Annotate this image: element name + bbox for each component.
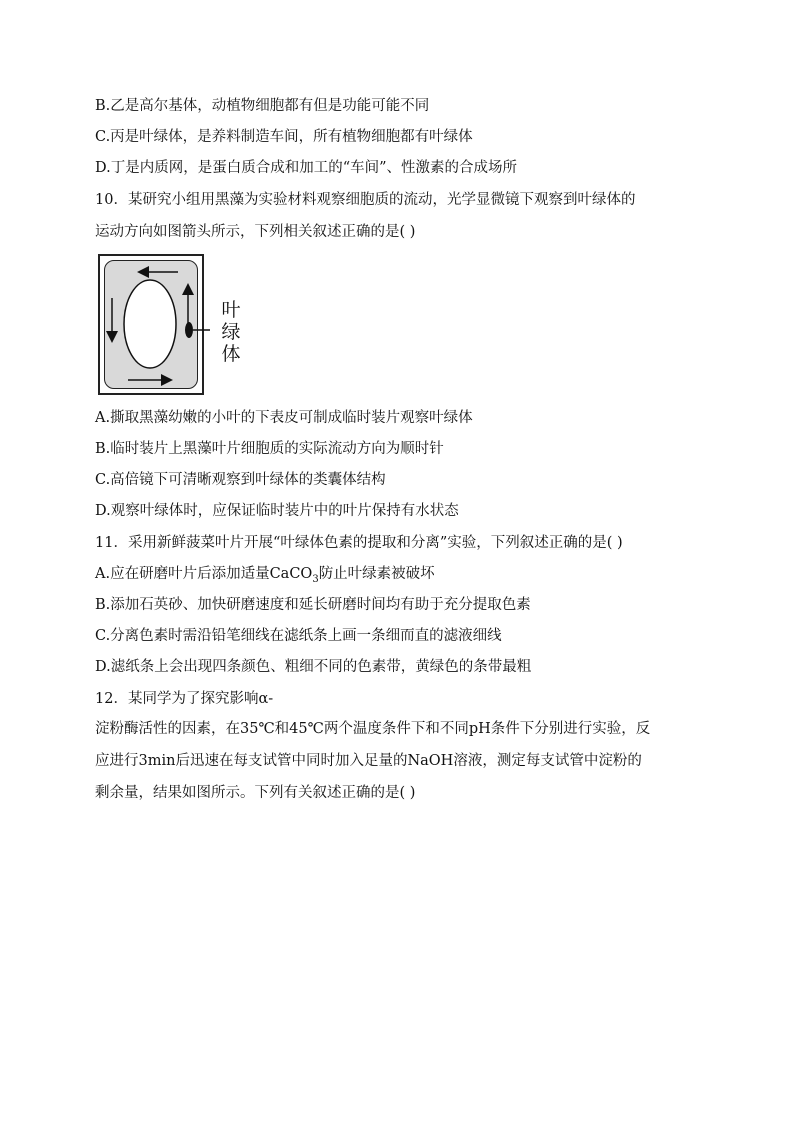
q10-option-a: A.撕取黑藻幼嫩的小叶的下表皮可制成临时装片观察叶绿体 <box>95 410 473 426</box>
q12-stem-line4: 剩余量，结果如图所示。下列有关叙述正确的是( ) <box>95 785 416 801</box>
q12-stem-line3: 应进行3min后迅速在每支试管中同时加入足量的NaOH溶液，测定每支试管中淀粉的 <box>95 753 642 769</box>
q11-option-b: B.添加石英砂、加快研磨速度和延长研磨时间均有助于充分提取色素 <box>95 597 531 613</box>
q12-stem-line1: 12．某同学为了探究影响α- <box>95 691 274 707</box>
q12-stem-line2: 淀粉酶活性的因素，在35℃和45℃两个温度条件下和不同pH条件下分别进行实验，反 <box>95 721 651 737</box>
q11-option-a-pre: A.应在研磨叶片后添加适量CaCO <box>95 566 313 582</box>
q10-option-d: D.观察叶绿体时，应保证临时装片中的叶片保持有水状态 <box>95 503 459 519</box>
q11-option-a-sub: 3 <box>312 573 319 585</box>
q9-option-d: D.丁是内质网，是蛋白质合成和加工的“车间”、性激素的合成场所 <box>95 160 518 176</box>
q11-stem: 11．采用新鲜菠菜叶片开展“叶绿体色素的提取和分离”实验，下列叙述正确的是( ) <box>95 535 623 551</box>
q9-option-b: B.乙是高尔基体，动植物细胞都有但是功能可能不同 <box>95 98 430 114</box>
cytoplasm-flow-diagram <box>98 254 218 395</box>
q11-option-a-post: 防止叶绿素被破坏 <box>318 566 435 582</box>
chloroplast <box>185 322 193 338</box>
q10-option-c: C.高倍镜下可清晰观察到叶绿体的类囊体结构 <box>95 472 386 488</box>
q10-option-b: B.临时装片上黑藻叶片细胞质的实际流动方向为顺时针 <box>95 441 444 457</box>
q10-stem-line2: 运动方向如图箭头所示，下列相关叙述正确的是( ) <box>95 224 416 240</box>
q11-option-d: D.滤纸条上会出现四条颜色、粗细不同的色素带，黄绿色的条带最粗 <box>95 659 532 675</box>
chloroplast-label: 叶绿体 <box>221 299 241 365</box>
q9-option-c: C.丙是叶绿体，是养料制造车间，所有植物细胞都有叶绿体 <box>95 129 473 145</box>
q11-option-a <box>95 564 435 590</box>
vacuole <box>124 280 176 368</box>
q10-stem-line1: 10．某研究小组用黑藻为实验材料观察细胞质的流动，光学显微镜下观察到叶绿体的 <box>95 192 636 208</box>
q11-option-c: C.分离色素时需沿铅笔细线在滤纸条上画一条细而直的滤液细线 <box>95 628 502 644</box>
